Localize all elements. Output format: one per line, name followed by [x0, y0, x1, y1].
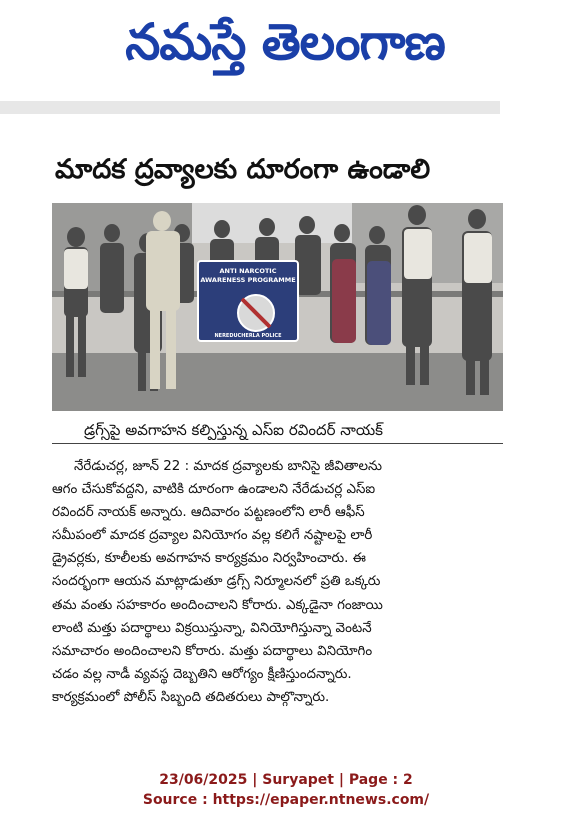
article-line: సమాచారం అందించాలని కోరారు. మత్తు పదార్థాలు వినియోగిం: [52, 643, 373, 659]
banner-line-3: NEREDUCHERLA POLICE: [214, 333, 282, 339]
page-footer: [0, 770, 572, 810]
article-line: ఆగం చేసుకోవద్దని, వాటికి దూరంగా ఉండాలని నేరేడుచర్ల ఎస్‌ఐ: [52, 482, 376, 498]
article-line: తమ వంతు సహకారం అందించాలని కోరారు. ఎక్కడైనా గంజాయి: [52, 597, 383, 613]
banner-line-1: ANTI NARCOTIC: [219, 267, 277, 275]
article-line: సమీపంలో మాదక ద్రవ్యాల వినియోగం వల్ల కలిగే నష్టాలపై లారీ: [52, 528, 373, 544]
masthead-divider: [0, 101, 500, 114]
article-line: నేరేడుచర్ల, జూన్ 22 : మాదక ద్రవ్యాలకు బానిసై జీవితాలను: [74, 459, 382, 474]
article-line: లాంటి మత్తు పదార్థాలు విక్రయిస్తున్నా, వినియోగిస్తున్నా వెంటనే: [52, 620, 372, 636]
article-line: కార్యక్రమంలో పోలీస్ సిబ్బంది తదితరులు పాల్గొన్నారు.: [52, 689, 330, 705]
article-line: డ్రైవర్లకు, కూలీలకు అవగాహన కార్యక్రమం నిర్వహించారు. ఈ: [52, 551, 366, 567]
banner-line-2: AWARENESS PROGRAMME: [200, 276, 296, 284]
news-photo: [52, 203, 503, 411]
article-line: రవిందర్ నాయక్ అన్నారు. ఆదివారం పట్టణంలోని లారీ ఆఫీస్: [52, 505, 365, 521]
caption-divider: [52, 443, 503, 444]
article-headline: మాదక ద్రవ్యాలకు దూరంగా ఉండాలి: [55, 154, 431, 185]
photo-caption: డ్రగ్స్‌పై అవగాహన కల్పిస్తున్న ఎస్‌ఐ రవిందర్ నాయక్: [84, 421, 383, 439]
newspaper-logo: నమస్తే తెలంగాణ: [125, 13, 445, 71]
edition-info: 23/06/2025 | Suryapet | Page : 2: [159, 772, 413, 788]
source-link[interactable]: Source : https://epaper.ntnews.com/: [142, 792, 430, 808]
photo-scene: [52, 203, 503, 411]
article-line: చడం వల్ల నాడీ వ్యవస్థ దెబ్బతిని ఆరోగ్యం క్షీణిస్తుందన్నారు.: [52, 666, 352, 682]
masthead: [0, 0, 572, 100]
article-line: సందర్భంగా ఆయన మాట్లాడుతూ డ్రగ్స్ నిర్మూలనలో ప్రతి ఒక్కరు: [52, 574, 381, 590]
article-body: [52, 455, 504, 709]
awareness-banner: [198, 261, 298, 341]
